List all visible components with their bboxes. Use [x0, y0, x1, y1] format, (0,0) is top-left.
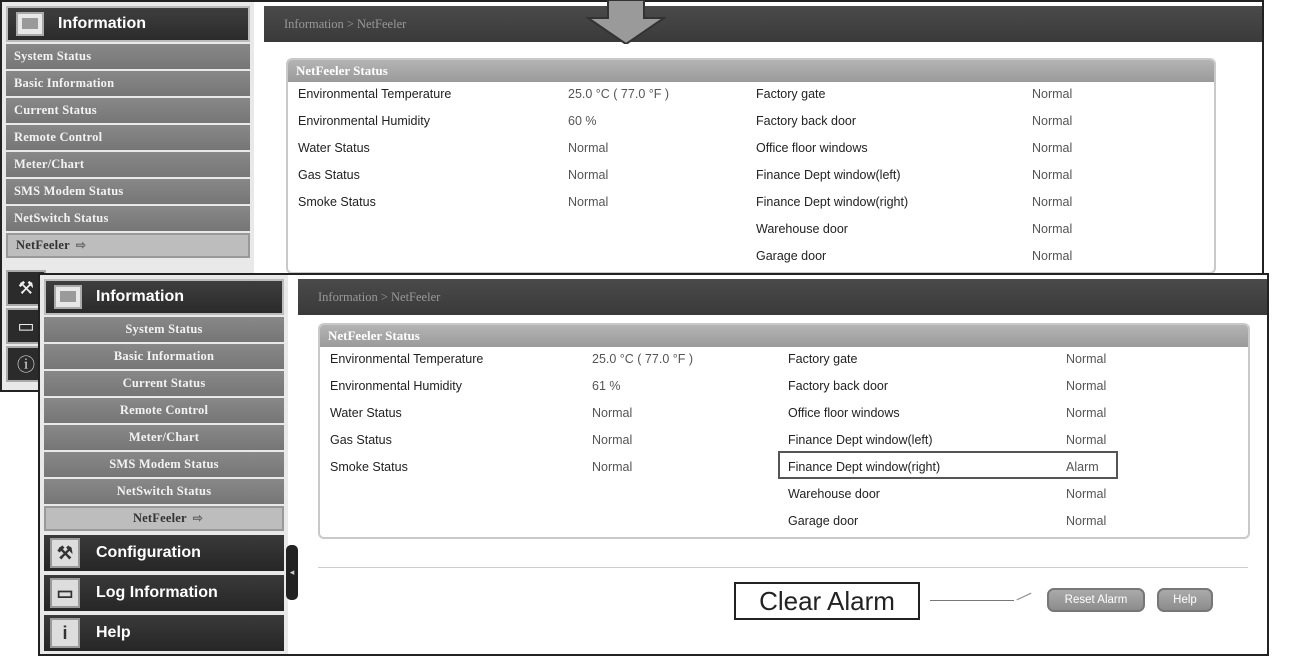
folder-icon: ▭ — [50, 578, 80, 608]
sidebar-header-label: Information — [58, 15, 146, 32]
monitor-icon — [16, 12, 44, 36]
status-label: Warehouse door — [756, 222, 848, 236]
status-value: Normal — [592, 406, 633, 420]
status-row — [756, 109, 1188, 133]
status-row — [756, 244, 1188, 268]
info-icon: i — [50, 618, 80, 648]
status-row — [298, 82, 728, 106]
status-row — [330, 428, 760, 452]
status-label: Gas Status — [298, 168, 360, 182]
status-row — [756, 163, 1188, 187]
sidebar-header-label: Information — [96, 288, 184, 305]
status-row — [330, 455, 760, 479]
sidebar-section-label: Configuration — [96, 544, 201, 561]
status-label: Factory gate — [788, 352, 858, 366]
help-button[interactable]: Help — [1157, 588, 1213, 612]
status-value: 60 % — [568, 114, 597, 128]
status-value: Normal — [568, 168, 609, 182]
status-value: Normal — [568, 195, 609, 209]
sidebar-item-netswitch-status[interactable]: NetSwitch Status — [6, 206, 250, 231]
status-row — [788, 401, 1220, 425]
status-value: 25.0 °C ( 77.0 °F ) — [592, 352, 694, 366]
down-arrow-icon — [586, 0, 666, 44]
sidebar-item-remote-control[interactable]: Remote Control — [6, 125, 250, 150]
sidebar-section-configuration[interactable] — [44, 535, 284, 571]
arrow-right-icon: ⇨ — [192, 511, 204, 525]
sidebar-item-system-status[interactable]: System Status — [44, 317, 284, 342]
status-value: Normal — [1032, 249, 1073, 263]
status-row — [298, 163, 728, 187]
tools-icon[interactable]: ⚒ — [6, 270, 46, 306]
sidebar-item-current-status[interactable]: Current Status — [44, 371, 284, 396]
status-value: Normal — [1066, 514, 1107, 528]
tools-icon: ⚒ — [50, 538, 80, 568]
status-value: Alarm — [1066, 460, 1099, 474]
panel-title: NetFeeler Status — [288, 60, 1214, 82]
status-label: Garage door — [756, 249, 827, 263]
status-label: Factory gate — [756, 87, 826, 101]
status-label: Smoke Status — [330, 460, 408, 474]
status-row — [298, 136, 728, 160]
sidebar-item-netswitch-status[interactable]: NetSwitch Status — [44, 479, 284, 504]
status-value: Normal — [1032, 222, 1073, 236]
sidebar-item-meter-chart[interactable]: Meter/Chart — [6, 152, 250, 177]
status-label: Smoke Status — [298, 195, 376, 209]
status-value: Normal — [1032, 141, 1073, 155]
clear-alarm-callout: Clear Alarm — [734, 582, 920, 620]
status-value: Normal — [1066, 352, 1107, 366]
status-row — [756, 136, 1188, 160]
netfeeler-status-panel — [318, 323, 1250, 539]
status-row — [788, 428, 1220, 452]
status-value: 61 % — [592, 379, 621, 393]
status-label: Environmental Temperature — [330, 352, 484, 366]
sidebar-item-meter-chart[interactable]: Meter/Chart — [44, 425, 284, 450]
status-label: Factory back door — [788, 379, 889, 393]
sidebar-section-label: Log Information — [96, 584, 218, 601]
panel-title: NetFeeler Status — [320, 325, 1248, 347]
status-label: Finance Dept window(left) — [756, 168, 901, 182]
status-label: Environmental Temperature — [298, 87, 452, 101]
sidebar-item-current-status[interactable]: Current Status — [6, 98, 250, 123]
status-label: Garage door — [788, 514, 859, 528]
sidebar-section-label: Help — [96, 624, 131, 641]
sidebar-item-netfeeler[interactable] — [44, 506, 284, 531]
status-row — [756, 82, 1188, 106]
status-row — [788, 509, 1220, 533]
status-label: Finance Dept window(right) — [788, 460, 941, 474]
sidebar-item-system-status[interactable]: System Status — [6, 44, 250, 69]
status-row — [788, 482, 1220, 506]
sidebar-item-sms-modem-status[interactable]: SMS Modem Status — [6, 179, 250, 204]
status-value: Normal — [1032, 114, 1073, 128]
info-icon[interactable]: ⓘ — [6, 346, 46, 382]
arrow-right-icon: ⇨ — [75, 238, 87, 252]
status-value: Normal — [1066, 379, 1107, 393]
reset-alarm-button[interactable]: Reset Alarm — [1047, 588, 1145, 612]
status-row — [330, 401, 760, 425]
status-row — [756, 190, 1188, 214]
status-label: Gas Status — [330, 433, 392, 447]
status-label: Environmental Humidity — [330, 379, 462, 393]
status-label: Office floor windows — [788, 406, 900, 420]
status-row — [298, 109, 728, 133]
status-label: Finance Dept window(left) — [788, 433, 933, 447]
netfeeler-status-panel — [286, 58, 1216, 274]
status-label: Water Status — [330, 406, 402, 420]
sidebar-item-basic-information[interactable]: Basic Information — [44, 344, 284, 369]
status-value: Normal — [1066, 433, 1107, 447]
alarm-highlight-box — [778, 451, 1118, 479]
breadcrumb: Information > NetFeeler — [298, 279, 1268, 315]
status-value: Normal — [1032, 87, 1073, 101]
status-row — [330, 374, 760, 398]
status-label: Warehouse door — [788, 487, 880, 501]
callout-line — [930, 600, 1014, 601]
status-label: Environmental Humidity — [298, 114, 430, 128]
status-label: Factory back door — [756, 114, 857, 128]
sidebar-item-basic-information[interactable]: Basic Information — [6, 71, 250, 96]
status-row — [788, 374, 1220, 398]
status-value: Normal — [592, 433, 633, 447]
sidebar-item-label: NetFeeler — [132, 511, 187, 525]
sidebar-header-information[interactable] — [44, 279, 284, 315]
status-row — [298, 190, 728, 214]
status-row — [756, 217, 1188, 241]
status-value: Normal — [1066, 406, 1107, 420]
status-label: Office floor windows — [756, 141, 868, 155]
status-value: Normal — [1032, 195, 1073, 209]
divider — [318, 567, 1248, 568]
monitor-icon — [54, 285, 82, 309]
sidebar-section-log-information[interactable] — [44, 575, 284, 611]
folder-icon[interactable]: ▭ — [6, 308, 46, 344]
status-value: Normal — [568, 141, 609, 155]
sidebar-item-remote-control[interactable]: Remote Control — [44, 398, 284, 423]
status-value: Normal — [1066, 487, 1107, 501]
sidebar-collapse-handle[interactable]: ◂ — [286, 545, 298, 600]
status-row — [788, 347, 1220, 371]
status-row — [330, 347, 760, 371]
breadcrumb: Information > NetFeeler — [264, 6, 1264, 42]
sidebar-section-help[interactable] — [44, 615, 284, 651]
status-label: Water Status — [298, 141, 370, 155]
status-value: 25.0 °C ( 77.0 °F ) — [568, 87, 670, 101]
status-value: Normal — [1032, 168, 1073, 182]
status-label: Finance Dept window(right) — [756, 195, 909, 209]
sidebar-item-netfeeler[interactable] — [6, 233, 250, 258]
sidebar — [40, 275, 288, 656]
sidebar-header-information[interactable] — [6, 6, 250, 42]
sidebar-item-sms-modem-status[interactable]: SMS Modem Status — [44, 452, 284, 477]
status-value: Normal — [592, 460, 633, 474]
sidebar-item-label: NetFeeler — [16, 238, 70, 252]
